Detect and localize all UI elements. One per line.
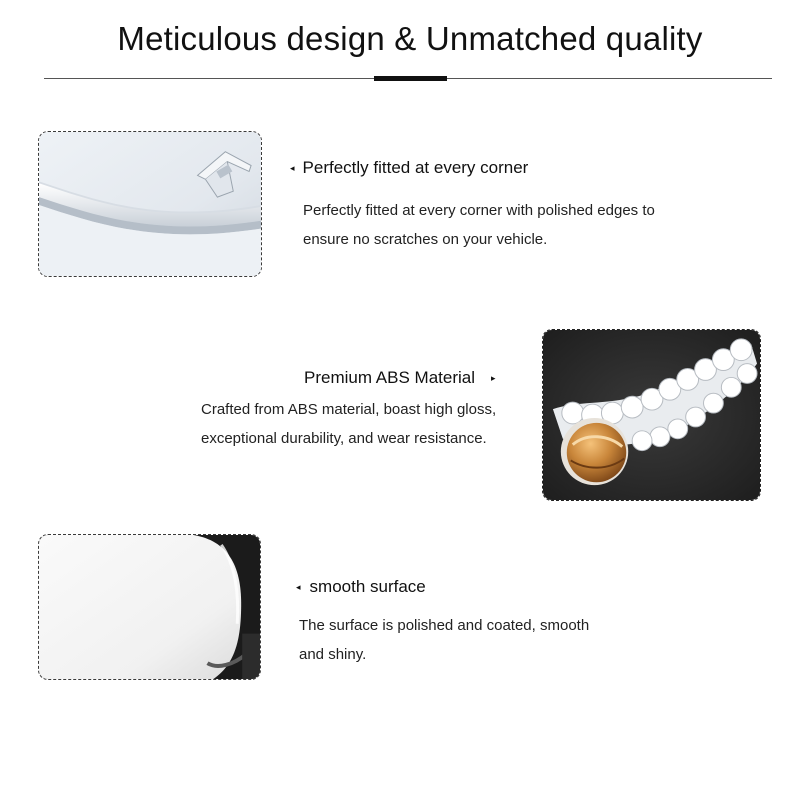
abs-material-photo: [542, 329, 761, 501]
left-arrow-icon: ◂: [290, 162, 295, 173]
feature-description-corner: Perfectly fitted at every corner with polished edges to ensure no scratches on your vehicle.: [303, 202, 655, 248]
title-divider-accent: [374, 76, 447, 81]
feature-heading-corner: [290, 158, 528, 178]
feature-heading-text: Perfectly fitted at every corner: [302, 158, 529, 177]
feature-heading-text: Premium ABS Material: [304, 368, 475, 387]
feature-description-abs: Crafted from ABS material, boast high gloss, exceptional durability, and wear resistance.: [201, 401, 497, 447]
left-arrow-icon: ◂: [296, 581, 301, 592]
corner-fit-photo: [38, 131, 262, 277]
feature-description-smooth: The surface is polished and coated, smooth and shiny.: [299, 617, 590, 663]
feature-heading-abs: [304, 368, 496, 388]
right-arrow-icon: ▸: [491, 372, 496, 383]
page-title: Meticulous design & Unmatched quality: [117, 20, 703, 57]
smooth-surface-photo: [38, 534, 261, 680]
feature-heading-smooth: [296, 577, 426, 597]
feature-heading-text: smooth surface: [309, 577, 426, 596]
